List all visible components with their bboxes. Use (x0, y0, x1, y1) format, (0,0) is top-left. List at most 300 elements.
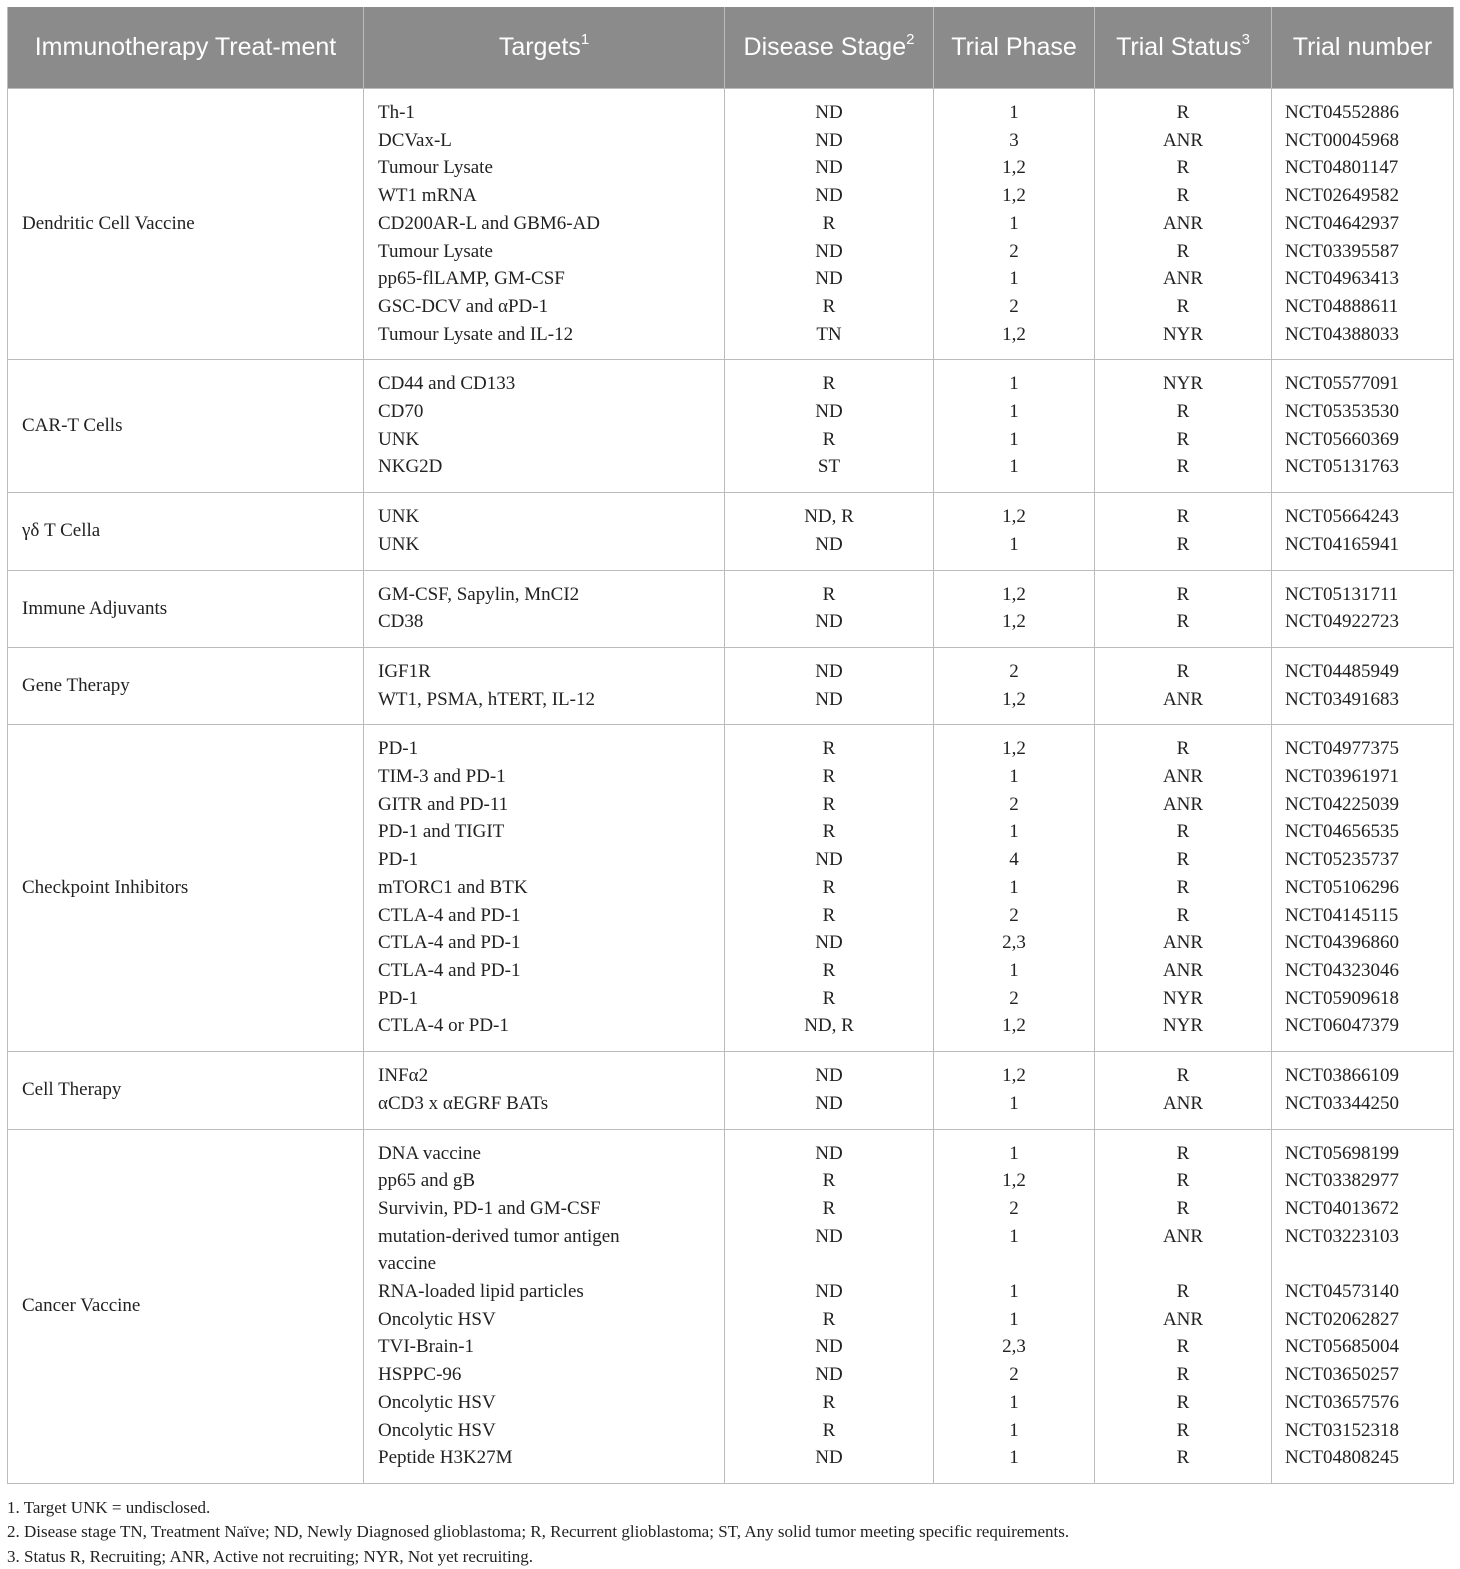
header-targets-footnote-ref: 1 (580, 31, 590, 48)
trial-status-cell: R (1176, 185, 1190, 207)
cell-stack (364, 571, 724, 647)
target-cell: IGF1R (378, 660, 431, 682)
disease-stage-cell: ND (815, 157, 843, 179)
target-cell: CTLA-4 and PD-1 (378, 959, 521, 981)
trial-status-cell: NYR (1162, 373, 1204, 395)
trial-status-cell-column (1095, 570, 1272, 647)
disease-stage-cell: ND (815, 932, 843, 954)
treatment-cell: Cell Therapy (8, 1052, 364, 1129)
trial-status-cell: NYR (1162, 323, 1204, 345)
immunotherapy-trials-table (7, 7, 1454, 1484)
cell-stack (1095, 648, 1271, 724)
disease-stage-cell: ND (815, 1092, 843, 1114)
cell-stack (364, 648, 724, 724)
trial-number-cell: NCT04808245 (1285, 1447, 1399, 1469)
trial-status-cell: R (1176, 1170, 1190, 1192)
cell-stack (725, 1130, 933, 1483)
disease-stage-cell: R (822, 1391, 836, 1413)
cell-stack (725, 493, 933, 569)
trial-phase-cell: 1 (1009, 456, 1019, 478)
document (7, 7, 1453, 1569)
disease-stage-cell: R (822, 1197, 836, 1219)
table-group-row (8, 647, 1454, 724)
cell-stack (1095, 725, 1271, 1051)
disease-stage-cell: R (822, 793, 836, 815)
trial-status-cell: R (1176, 1336, 1190, 1358)
trial-number-cell: NCT03657576 (1285, 1391, 1399, 1413)
trial-number-cell-column (1272, 1052, 1454, 1129)
disease-stage-cell: R (822, 821, 836, 843)
disease-stage-cell: R (822, 876, 836, 898)
target-cell: DCVax-L (378, 129, 452, 151)
cell-stack (364, 493, 724, 569)
cell-stack (1272, 360, 1453, 492)
target-cell: GM-CSF, Sapylin, MnCI2 (378, 583, 580, 605)
trial-status-cell: R (1176, 1364, 1190, 1386)
cell-stack (1272, 648, 1453, 724)
table-footnotes (7, 1496, 1453, 1569)
disease-stage-cell: ND (815, 849, 843, 871)
table-group-row (8, 493, 1454, 570)
trial-status-cell: R (1176, 240, 1190, 262)
target-cell: Tumour Lysate (378, 157, 493, 179)
trial-phase-cell-column (934, 89, 1095, 360)
trial-number-cell: NCT04323046 (1285, 959, 1399, 981)
target-cell: RNA-loaded lipid particles (378, 1281, 584, 1303)
disease-stage-cell: R (822, 295, 836, 317)
trial-status-cell-column (1095, 725, 1272, 1052)
target-cell: mutation-derived tumor antigen vaccine (378, 1225, 620, 1275)
trial-number-cell: NCT00045968 (1285, 129, 1399, 151)
disease-stage-cell-column (725, 493, 934, 570)
header-trial-status-footnote-ref: 3 (1241, 31, 1250, 48)
trial-number-cell: NCT04888611 (1285, 295, 1399, 317)
trial-phase-cell-column (934, 360, 1095, 493)
trial-status-cell: ANR (1162, 932, 1204, 954)
trial-status-cell: ANR (1162, 1092, 1204, 1114)
cell-stack (1272, 1052, 1453, 1128)
cell-stack (934, 493, 1094, 569)
trial-phase-cell: 3 (1009, 129, 1019, 151)
trial-number-cell: NCT02062827 (1285, 1308, 1399, 1330)
trial-phase-cell: 2,3 (1002, 1336, 1026, 1358)
trial-number-cell: NCT04552886 (1285, 102, 1399, 123)
trial-status-cell: R (1176, 1447, 1190, 1469)
target-cell: CTLA-4 or PD-1 (378, 1015, 509, 1037)
trial-number-cell-column (1272, 570, 1454, 647)
header-row (8, 7, 1454, 89)
disease-stage-cell: R (822, 738, 836, 760)
trial-number-cell: NCT04013672 (1285, 1197, 1399, 1219)
trial-phase-cell: 2 (1009, 295, 1019, 317)
table-header (8, 7, 1454, 89)
trial-status-cell: R (1176, 849, 1190, 871)
disease-stage-cell: ND (815, 1142, 843, 1164)
trial-status-cell-column (1095, 89, 1272, 360)
trial-number-cell-column (1272, 493, 1454, 570)
trial-number-cell: NCT02649582 (1285, 185, 1399, 207)
trial-number-cell: NCT04963413 (1285, 268, 1399, 290)
target-cell: TVI-Brain-1 (378, 1336, 475, 1358)
cell-stack (934, 89, 1094, 359)
disease-stage-cell: R (822, 583, 836, 605)
disease-stage-cell: ND (815, 1447, 843, 1469)
trial-phase-cell: 2 (1009, 987, 1019, 1009)
trial-phase-cell: 1,2 (1002, 157, 1026, 179)
trial-number-cell: NCT04573140 (1285, 1281, 1399, 1302)
disease-stage-cell-column (725, 725, 934, 1052)
target-cell: PD-1 (378, 987, 419, 1009)
trial-number-cell-column (1272, 1129, 1454, 1483)
trial-phase-cell: 1 (1009, 959, 1019, 981)
target-cell: CD38 (378, 611, 424, 633)
cell-stack (1272, 89, 1453, 359)
trial-number-cell: NCT03344250 (1285, 1092, 1399, 1114)
trial-phase-cell: 2 (1009, 240, 1019, 262)
target-cell: pp65 and gB (378, 1170, 476, 1192)
trial-phase-cell: 1,2 (1002, 738, 1026, 760)
disease-stage-cell: R (822, 1419, 836, 1441)
table-group-row (8, 1052, 1454, 1129)
trial-number-cell: NCT03650257 (1285, 1364, 1399, 1386)
trial-phase-cell: 2 (1009, 1197, 1019, 1219)
trial-number-cell: NCT05353530 (1285, 401, 1399, 423)
trial-status-cell: R (1176, 1391, 1190, 1413)
target-cell: DNA vaccine (378, 1142, 481, 1164)
treatment-cell: Gene Therapy (8, 647, 364, 724)
trial-phase-cell: 1,2 (1002, 1065, 1026, 1087)
target-cell: Tumour Lysate and IL-12 (378, 323, 574, 345)
header-trial-phase-label: Trial Phase (951, 33, 1077, 61)
target-cell: CD70 (378, 401, 424, 423)
trial-number-cell: NCT03866109 (1285, 1065, 1399, 1087)
trial-number-cell: NCT05235737 (1285, 849, 1399, 871)
disease-stage-cell: R (822, 428, 836, 450)
disease-stage-cell: R (822, 373, 836, 395)
table-group-row (8, 725, 1454, 1052)
target-cell: Oncolytic HSV (378, 1419, 496, 1441)
trial-phase-cell: 1 (1009, 1447, 1019, 1469)
header-trial-status-label: Trial Status (1116, 33, 1242, 61)
cell-stack (364, 360, 724, 492)
cell-stack (1095, 571, 1271, 647)
trial-number-cell: NCT05131711 (1285, 583, 1399, 605)
cell-stack (1272, 571, 1453, 647)
cell-stack (934, 648, 1094, 724)
trial-phase-cell: 1,2 (1002, 1015, 1026, 1037)
trial-status-cell: R (1176, 102, 1190, 123)
treatment-cell: CAR-T Cells (8, 360, 364, 493)
target-cell-column (364, 647, 725, 724)
trial-number-cell: NCT05664243 (1285, 506, 1399, 528)
treatment-cell: Cancer Vaccine (8, 1129, 364, 1483)
disease-stage-cell-column (725, 570, 934, 647)
cell-stack (1095, 89, 1271, 359)
disease-stage-cell: ND (815, 268, 843, 290)
target-cell: Tumour Lysate (378, 240, 493, 262)
target-cell: PD-1 (378, 738, 419, 760)
trial-status-cell-column (1095, 1129, 1272, 1483)
trial-phase-cell-column (934, 1052, 1095, 1129)
trial-phase-cell: 1 (1009, 766, 1019, 788)
target-cell: Oncolytic HSV (378, 1308, 496, 1330)
disease-stage-cell: R (822, 1170, 836, 1192)
trial-number-cell: NCT04922723 (1285, 611, 1399, 633)
disease-stage-cell-column (725, 647, 934, 724)
header-targets-label: Targets (498, 33, 581, 61)
trial-phase-cell: 2 (1009, 660, 1019, 682)
trial-phase-cell: 1,2 (1002, 688, 1026, 710)
trial-status-cell: R (1176, 660, 1190, 682)
disease-stage-cell: ST (817, 456, 841, 478)
target-cell: NKG2D (378, 456, 443, 478)
target-cell: Peptide H3K27M (378, 1447, 513, 1469)
target-cell: CTLA-4 and PD-1 (378, 932, 521, 954)
trial-number-cell: NCT03491683 (1285, 688, 1399, 710)
target-cell: Survivin, PD-1 and GM-CSF (378, 1197, 601, 1219)
disease-stage-cell-column (725, 360, 934, 493)
trial-status-cell: R (1176, 428, 1190, 450)
trial-phase-cell: 1 (1009, 821, 1019, 843)
target-cell: PD-1 (378, 849, 419, 871)
cell-stack (1095, 360, 1271, 492)
trial-phase-cell: 1 (1009, 1391, 1019, 1413)
trial-number-cell: NCT04225039 (1285, 793, 1399, 815)
target-cell: WT1 mRNA (378, 185, 477, 207)
trial-phase-cell-column (934, 725, 1095, 1052)
cell-stack (364, 725, 724, 1051)
trial-number-cell: NCT04145115 (1285, 904, 1399, 926)
disease-stage-cell: ND (815, 240, 843, 262)
trial-phase-cell: 1,2 (1002, 185, 1026, 207)
trial-status-cell: ANR (1162, 1308, 1204, 1330)
target-cell: PD-1 and TIGIT (378, 821, 505, 843)
disease-stage-cell: ND (815, 129, 843, 151)
target-cell-column (364, 493, 725, 570)
trial-status-cell: ANR (1162, 212, 1204, 234)
trial-phase-cell-column (934, 1129, 1095, 1483)
trial-status-cell: ANR (1162, 268, 1204, 290)
disease-stage-cell: ND (815, 1065, 843, 1087)
cell-stack (725, 725, 933, 1051)
trial-status-cell-column (1095, 647, 1272, 724)
trial-number-cell: NCT05685004 (1285, 1336, 1399, 1358)
disease-stage-cell-column (725, 89, 934, 360)
cell-stack (1095, 493, 1271, 569)
trial-phase-cell-column (934, 493, 1095, 570)
trial-status-cell: R (1176, 611, 1190, 633)
trial-phase-cell: 2 (1009, 793, 1019, 815)
cell-stack (725, 1052, 933, 1128)
trial-phase-cell-column (934, 647, 1095, 724)
target-cell: HSPPC-96 (378, 1364, 462, 1386)
trial-number-cell: NCT03961971 (1285, 766, 1399, 788)
header-trial-status (1095, 7, 1272, 89)
trial-number-cell: NCT05660369 (1285, 428, 1399, 450)
disease-stage-cell: ND, R (804, 506, 854, 528)
cell-stack (934, 571, 1094, 647)
footnote-3: 3. Status R, Recruiting; ANR, Active not recruiting; NYR, Not yet recruiting. (7, 1546, 533, 1566)
trial-number-cell: NCT04977375 (1285, 738, 1399, 760)
target-cell: TIM-3 and PD-1 (378, 766, 506, 788)
cell-stack (934, 1052, 1094, 1128)
trial-status-cell: ANR (1162, 793, 1204, 815)
trial-number-cell: NCT04801147 (1285, 157, 1399, 179)
disease-stage-cell: R (822, 766, 836, 788)
target-cell: CD44 and CD133 (378, 373, 516, 395)
treatment-cell: Immune Adjuvants (8, 570, 364, 647)
trial-phase-cell: 1 (1009, 1092, 1019, 1114)
target-cell: UNK (378, 506, 420, 528)
trial-number-cell: NCT04165941 (1285, 533, 1399, 555)
trial-phase-cell: 1 (1009, 102, 1019, 123)
trial-phase-cell: 1 (1009, 212, 1019, 234)
trial-status-cell: R (1176, 295, 1190, 317)
cell-stack (1272, 493, 1453, 569)
footnote-1: 1. Target UNK = undisclosed. (7, 1497, 211, 1517)
header-trial-phase (934, 7, 1095, 89)
cell-stack (725, 571, 933, 647)
disease-stage-cell: ND (815, 611, 843, 633)
target-cell: UNK (378, 533, 420, 555)
trial-phase-cell: 2,3 (1002, 932, 1026, 954)
target-cell-column (364, 570, 725, 647)
target-cell: GITR and PD-11 (378, 793, 509, 815)
trial-status-cell: R (1176, 1142, 1190, 1164)
trial-phase-cell: 1 (1009, 268, 1019, 290)
trial-status-cell: R (1176, 583, 1190, 605)
disease-stage-cell: ND (815, 533, 843, 555)
trial-phase-cell: 1 (1009, 1281, 1019, 1302)
disease-stage-cell: TN (816, 323, 842, 345)
disease-stage-cell: ND (815, 185, 843, 207)
trial-status-cell: R (1176, 1419, 1190, 1441)
target-cell: pp65-flLAMP, GM-CSF (378, 268, 565, 290)
trial-phase-cell: 1 (1009, 1225, 1019, 1247)
target-cell: WT1, PSMA, hTERT, IL-12 (378, 688, 595, 710)
trial-phase-cell: 1,2 (1002, 506, 1026, 528)
table-group-row (8, 89, 1454, 360)
trial-phase-cell: 1 (1009, 428, 1019, 450)
treatment-cell: Dendritic Cell Vaccine (8, 89, 364, 360)
header-targets (364, 7, 725, 89)
disease-stage-cell-column (725, 1052, 934, 1129)
trial-phase-cell: 2 (1009, 1364, 1019, 1386)
disease-stage-cell: R (822, 959, 836, 981)
trial-number-cell-column (1272, 360, 1454, 493)
table-group-row (8, 1129, 1454, 1483)
cell-stack (934, 725, 1094, 1051)
trial-status-cell: R (1176, 157, 1190, 179)
target-cell-column (364, 89, 725, 360)
cell-stack (364, 1130, 724, 1483)
header-disease-stage-label: Disease Stage (743, 33, 907, 61)
trial-phase-cell: 2 (1009, 904, 1019, 926)
cell-stack (1095, 1130, 1271, 1483)
trial-status-cell: R (1176, 876, 1190, 898)
trial-phase-cell: 1,2 (1002, 1170, 1026, 1192)
cell-stack (725, 89, 933, 359)
footnote-2: 2. Disease stage TN, Treatment Naïve; ND, Newly Diagnosed glioblastoma; R, Recurrent glioblastoma; ST, Any solid tumor meeting specific requirements. (7, 1522, 1070, 1542)
table-body (8, 89, 1454, 1484)
trial-number-cell: NCT03152318 (1285, 1419, 1399, 1441)
trial-number-cell: NCT05698199 (1285, 1142, 1399, 1164)
trial-number-cell: NCT05106296 (1285, 876, 1399, 898)
trial-phase-cell: 1 (1009, 1308, 1019, 1330)
trial-number-cell-column (1272, 725, 1454, 1052)
treatment-cell: γδ T Cella (8, 493, 364, 570)
cell-stack (364, 89, 724, 359)
trial-phase-cell: 1 (1009, 1142, 1019, 1164)
trial-number-cell: NCT05131763 (1285, 456, 1399, 478)
header-disease-stage (725, 7, 934, 89)
cell-stack (934, 360, 1094, 492)
trial-number-cell: NCT04388033 (1285, 323, 1399, 345)
trial-status-cell: NYR (1162, 987, 1204, 1009)
disease-stage-cell: ND (815, 401, 843, 423)
cell-stack (725, 648, 933, 724)
cell-stack (1095, 1052, 1271, 1128)
trial-phase-cell: 1 (1009, 533, 1019, 555)
trial-status-cell: ANR (1162, 129, 1204, 151)
cell-stack (1272, 1130, 1453, 1483)
trial-phase-cell: 1 (1009, 401, 1019, 423)
disease-stage-cell: ND (815, 1281, 843, 1302)
trial-status-cell: R (1176, 456, 1190, 478)
trial-status-cell: R (1176, 1065, 1190, 1087)
table-group-row (8, 360, 1454, 493)
disease-stage-cell-column (725, 1129, 934, 1483)
trial-phase-cell: 1,2 (1002, 583, 1026, 605)
disease-stage-cell: R (822, 1308, 836, 1330)
header-treatment (8, 7, 364, 89)
trial-status-cell: ANR (1162, 959, 1204, 981)
target-cell: UNK (378, 428, 420, 450)
trial-status-cell: R (1176, 401, 1190, 423)
target-cell: mTORC1 and BTK (378, 876, 528, 898)
cell-stack (725, 360, 933, 492)
target-cell: CD200AR-L and GBM6-AD (378, 212, 601, 234)
disease-stage-cell: ND (815, 102, 843, 123)
target-cell-column (364, 1052, 725, 1129)
target-cell-column (364, 360, 725, 493)
trial-status-cell: R (1176, 533, 1190, 555)
trial-status-cell: R (1176, 1281, 1190, 1302)
cell-stack (1272, 725, 1453, 1051)
trial-number-cell: NCT04656535 (1285, 821, 1399, 843)
trial-status-cell: R (1176, 738, 1190, 760)
header-disease-stage-footnote-ref: 2 (906, 31, 915, 48)
trial-number-cell-column (1272, 647, 1454, 724)
trial-number-cell: NCT04642937 (1285, 212, 1399, 234)
disease-stage-cell: ND (815, 660, 843, 682)
trial-status-cell: ANR (1162, 766, 1204, 788)
cell-stack (934, 1130, 1094, 1483)
trial-number-cell: NCT05909618 (1285, 987, 1399, 1009)
trial-phase-cell: 1,2 (1002, 323, 1026, 345)
header-treatment-label: Immunotherapy Treat-ment (34, 33, 337, 61)
trial-phase-cell: 1,2 (1002, 611, 1026, 633)
disease-stage-cell: R (822, 904, 836, 926)
target-cell: CTLA-4 and PD-1 (378, 904, 521, 926)
table-group-row (8, 570, 1454, 647)
trial-phase-cell: 4 (1009, 849, 1019, 871)
trial-status-cell-column (1095, 360, 1272, 493)
disease-stage-cell: ND (815, 1364, 843, 1386)
trial-number-cell-column (1272, 89, 1454, 360)
cell-stack (364, 1052, 724, 1128)
disease-stage-cell: ND (815, 688, 843, 710)
